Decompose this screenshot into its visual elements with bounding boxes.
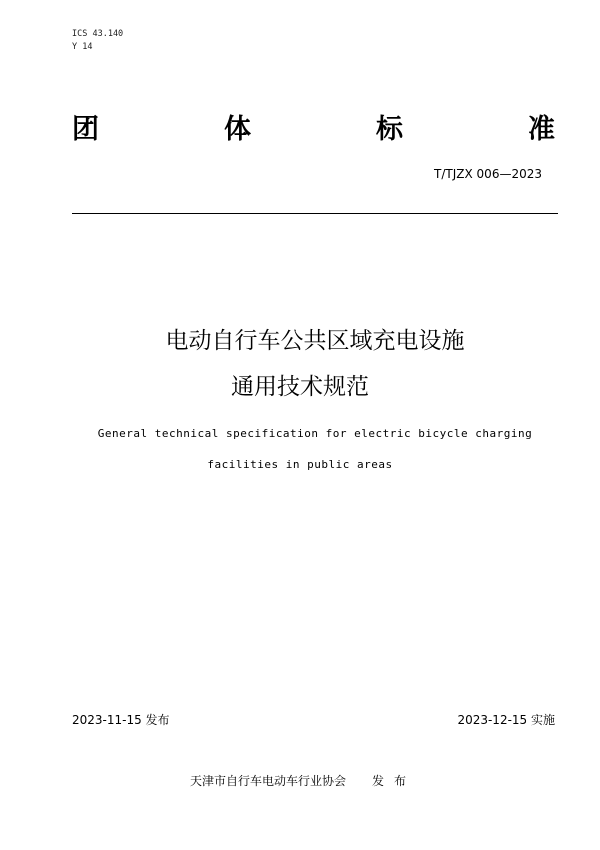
standard-type-char: 标 [376,114,403,145]
ccs-code: Y 14 [72,42,93,52]
ics-code: ICS 43.140 [72,29,124,39]
standard-type-heading [72,112,555,148]
standard-type-char: 团 [72,114,99,145]
title-english-line-1: General technical specification for electric bicycle charging [97,427,533,440]
issue-date: 2023-11-15 发布 [72,713,170,727]
title-english-line-2: facilities in public areas [207,458,393,471]
header-divider [72,213,558,214]
implementation-date: 2023-12-15 实施 [457,713,555,727]
issuer-action: 发布 [372,774,417,788]
standard-type-char: 体 [224,114,251,145]
classification-codes [72,28,123,54]
issuer-name: 天津市自行车电动车行业协会 [190,774,347,788]
standard-type-char: 准 [528,114,555,145]
title-chinese-line-1: 电动自行车公共区域充电设施 [165,328,465,354]
title-chinese-line-2: 通用技术规范 [231,374,369,400]
standard-number: T/TJZX 006—2023 [434,167,542,181]
issuer-line [190,773,416,789]
